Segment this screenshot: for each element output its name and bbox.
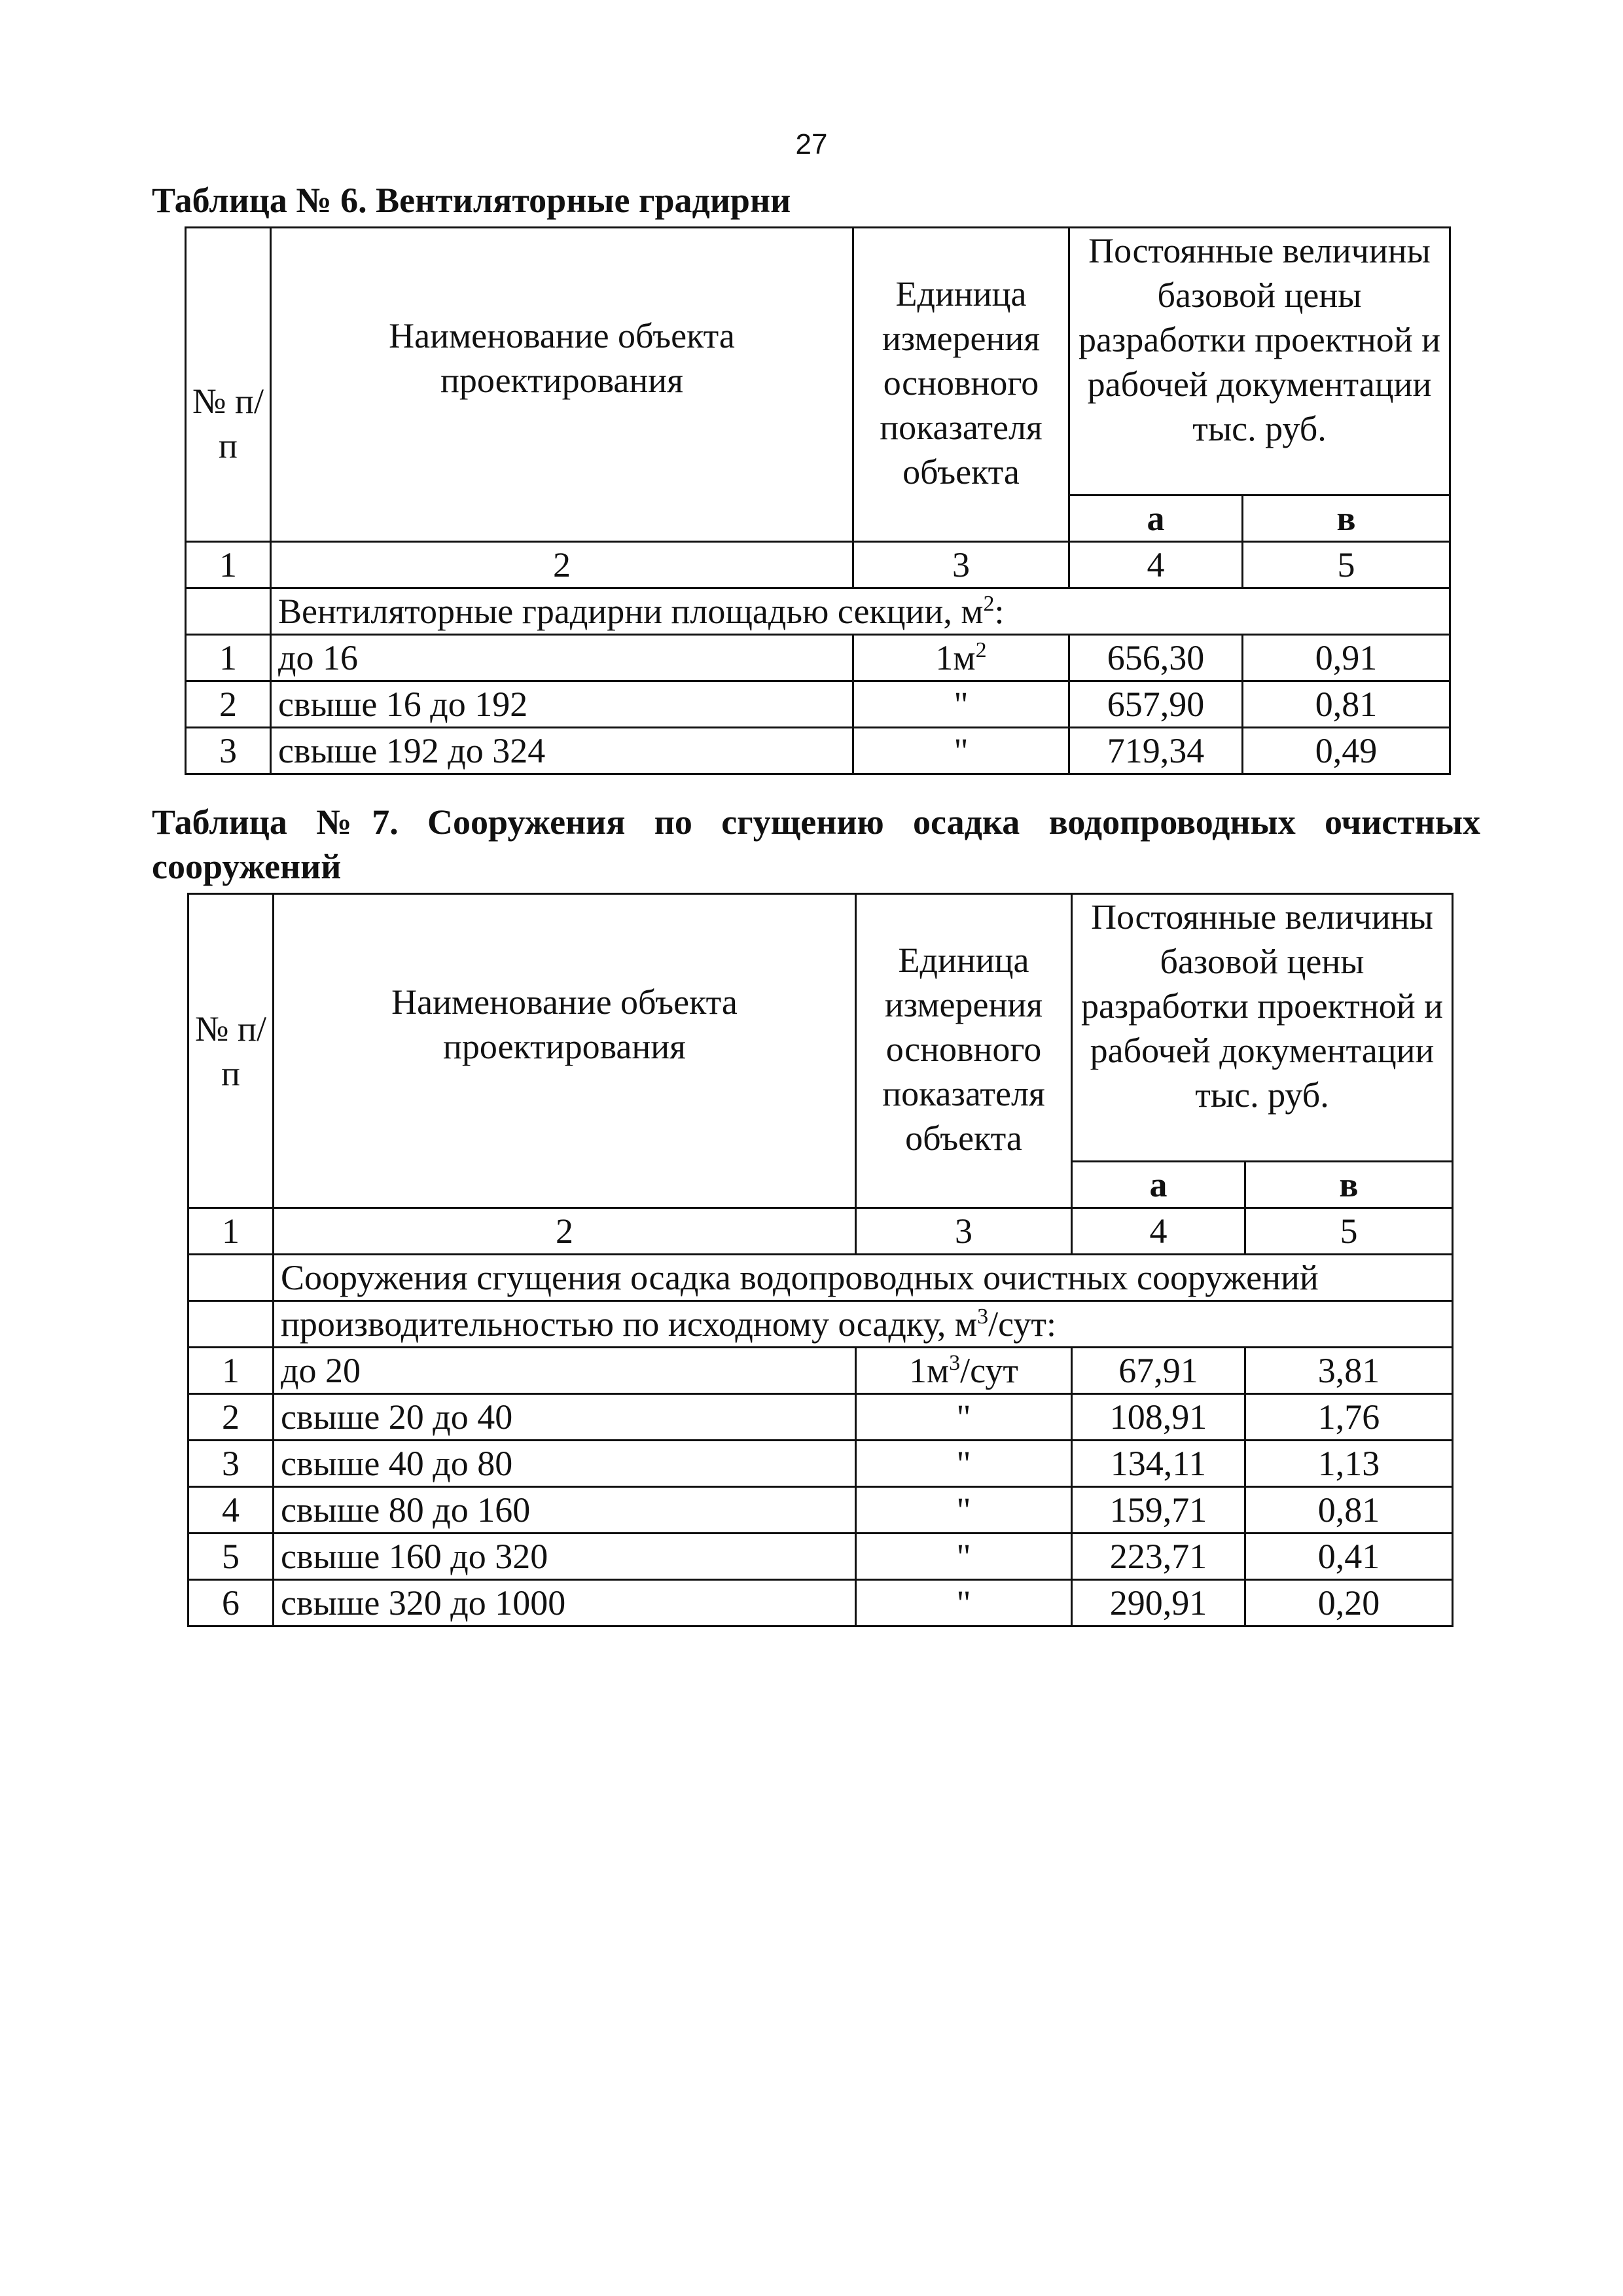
row-unit	[856, 1348, 1072, 1394]
table7-title: Таблица №7. Сооружения по сгущению осадка водопроводных очистных сооружений	[152, 802, 1480, 886]
table7-col-number: 3	[856, 1208, 1072, 1255]
row-value-b: 1,13	[1245, 1441, 1453, 1487]
row-number: 4	[188, 1487, 274, 1534]
table7-group-num	[188, 1301, 274, 1348]
table6-col-number: 2	[271, 542, 853, 588]
unit-text: 1м	[935, 638, 976, 677]
row-name: свыше 160 до 320	[274, 1534, 856, 1580]
table7	[187, 893, 1454, 1627]
table-row	[186, 635, 1450, 681]
row-unit	[853, 681, 1069, 728]
row-number: 6	[188, 1580, 274, 1626]
group-label-end: :	[994, 592, 1005, 631]
table7-col-number: 5	[1245, 1208, 1453, 1255]
row-number: 5	[188, 1534, 274, 1580]
row-unit	[853, 635, 1069, 681]
row-unit	[853, 728, 1069, 774]
row-value-a: 290,91	[1072, 1580, 1245, 1626]
group-label-end: /сут:	[988, 1304, 1056, 1344]
row-value-a: 108,91	[1072, 1394, 1245, 1441]
table6-header-name: Наименование объекта проектирования	[271, 228, 853, 542]
row-value-a: 223,71	[1072, 1534, 1245, 1580]
table6-title: Таблица № 6. Вентиляторные градирни	[152, 181, 791, 220]
unit-sup: 3	[949, 1351, 961, 1375]
row-name: свыше 192 до 324	[271, 728, 853, 774]
unit-text: "	[956, 1397, 971, 1437]
table6-group-num	[186, 588, 271, 635]
table6-header-b: в	[1243, 495, 1450, 542]
unit-text: "	[956, 1583, 971, 1623]
table7-group-label-line1: Сооружения сгущения осадка водопроводных очистных сооружений	[274, 1255, 1453, 1301]
table-row	[186, 681, 1450, 728]
table7-header-b: в	[1245, 1162, 1453, 1208]
group-label-sup: 3	[977, 1304, 989, 1329]
row-name: свыше 20 до 40	[274, 1394, 856, 1441]
row-name: свыше 320 до 1000	[274, 1580, 856, 1626]
row-unit	[856, 1534, 1072, 1580]
table6	[185, 226, 1451, 775]
table6-header-unit: Единица измерения основного показателя объекта	[853, 228, 1069, 542]
row-unit	[856, 1580, 1072, 1626]
table6-header-price: Постоянные величины базовой цены разработки проектной и рабочей документации тыс. руб.	[1069, 228, 1450, 495]
group-label-sup: 2	[983, 592, 995, 616]
table7-header-num: № п/п	[188, 894, 274, 1208]
row-value-a: 657,90	[1069, 681, 1243, 728]
row-value-b: 0,20	[1245, 1580, 1453, 1626]
group-label-text: производительностью по исходному осадку, м	[281, 1304, 978, 1344]
table6-col-number: 1	[186, 542, 271, 588]
table7-header-name: Наименование объекта проектирования	[274, 894, 856, 1208]
unit-end: /сут	[960, 1351, 1019, 1390]
page-number: 27	[795, 128, 828, 160]
table7-col-number: 1	[188, 1208, 274, 1255]
table6-group-label	[271, 588, 1450, 635]
table-row	[188, 1441, 1453, 1487]
row-value-a: 656,30	[1069, 635, 1243, 681]
row-number: 2	[186, 681, 271, 728]
table7-group-label-line2	[274, 1301, 1453, 1348]
table-row	[188, 1534, 1453, 1580]
row-value-a: 67,91	[1072, 1348, 1245, 1394]
row-unit	[856, 1394, 1072, 1441]
table7-col-number: 2	[274, 1208, 856, 1255]
table6-col-number: 4	[1069, 542, 1243, 588]
row-unit	[856, 1441, 1072, 1487]
unit-text: "	[956, 1444, 971, 1483]
row-number: 3	[188, 1441, 274, 1487]
table-row	[188, 1580, 1453, 1626]
table-row	[188, 1394, 1453, 1441]
table6-header-num: № п/п	[186, 228, 271, 542]
row-value-b: 0,41	[1245, 1534, 1453, 1580]
row-unit	[856, 1487, 1072, 1534]
table-row	[188, 1487, 1453, 1534]
row-name: свыше 16 до 192	[271, 681, 853, 728]
row-value-a: 134,11	[1072, 1441, 1245, 1487]
unit-text: "	[954, 731, 969, 770]
row-name: свыше 40 до 80	[274, 1441, 856, 1487]
unit-text: "	[956, 1537, 971, 1576]
row-value-b: 3,81	[1245, 1348, 1453, 1394]
table6-col-number: 3	[853, 542, 1069, 588]
unit-text: 1м	[908, 1351, 950, 1390]
row-value-b: 0,49	[1243, 728, 1450, 774]
row-number: 1	[186, 635, 271, 681]
row-name: до 20	[274, 1348, 856, 1394]
unit-text: "	[956, 1490, 971, 1530]
table6-header-a: а	[1069, 495, 1243, 542]
row-value-a: 719,34	[1069, 728, 1243, 774]
table7-header-price: Постоянные величины базовой цены разработки проектной и рабочей документации тыс. руб.	[1072, 894, 1453, 1162]
row-value-a: 159,71	[1072, 1487, 1245, 1534]
unit-sup: 2	[975, 638, 987, 662]
row-name: свыше 80 до 160	[274, 1487, 856, 1534]
row-number: 1	[188, 1348, 274, 1394]
table6-col-number: 5	[1243, 542, 1450, 588]
row-number: 2	[188, 1394, 274, 1441]
unit-text: "	[954, 685, 969, 724]
row-value-b: 1,76	[1245, 1394, 1453, 1441]
table-row	[186, 728, 1450, 774]
row-value-b: 0,91	[1243, 635, 1450, 681]
group-label-text: Вентиляторные градирни площадью секции, м	[278, 592, 984, 631]
row-name: до 16	[271, 635, 853, 681]
table7-group-num	[188, 1255, 274, 1301]
table7-header-unit: Единица измерения основного показателя объекта	[856, 894, 1072, 1208]
table7-col-number: 4	[1072, 1208, 1245, 1255]
row-value-b: 0,81	[1243, 681, 1450, 728]
table7-header-a: а	[1072, 1162, 1245, 1208]
row-value-b: 0,81	[1245, 1487, 1453, 1534]
table-row	[188, 1348, 1453, 1394]
row-number: 3	[186, 728, 271, 774]
